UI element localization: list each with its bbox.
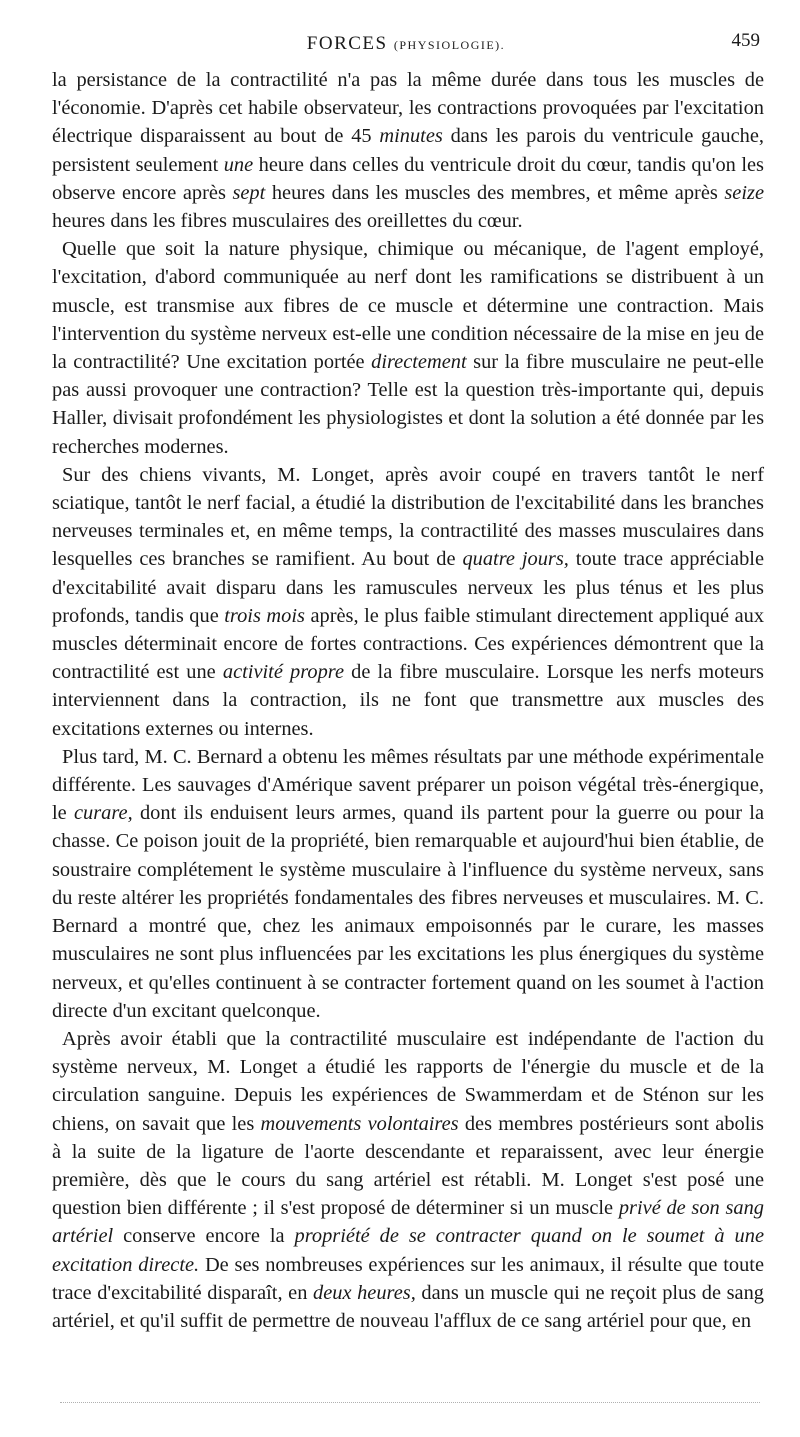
paragraph: Après avoir établi que la contractilité musculaire est indépendante de l'action du système nerveux, M. Longet a étudié les rapports de l'énergie du muscle et de la circulation sanguine. Depuis les expériences de Swammerdam et de Sténon sur les chiens, on savait que les mouvements volontaires des membres postérieurs sont abolis à la suite de la ligature de l'aorte descendante et reparaissent, avec leur énergie première, dès que le cours du sang artériel est rétabli. M. Longet s'est posé une question bien différente ; il s'est proposé de déterminer si un muscle privé de son sang artériel conserve encore la propriété de se contracter quand on le soumet à une excitation directe. De ses nombreuses expériences sur les animaux, il résulte que toute trace d'excitabilité disparaît, en deux heures, dans un muscle qui ne reçoit plus de sang artériel, et qu'il suffit de permettre de nouveau l'afflux de ce sang artériel pour que, en [52,1027,765,1332]
italic-run: trois mois [224,604,305,627]
italic-run: privé de son sang artériel [52,1197,764,1248]
italic-run: quatre jours, [462,548,569,571]
italic-run: seize [724,181,764,204]
italic-run: curare, [74,802,133,825]
running-head [52,30,760,63]
italic-run: sept [232,181,266,204]
running-title-main: FORCES [306,33,388,54]
body-text [52,66,764,1335]
italic-run: directement [371,351,467,374]
running-title [52,33,760,55]
italic-run: une [223,153,254,176]
italic-run: deux heures, [313,1281,416,1304]
paragraph: Quelle que soit la nature physique, chimique ou mécanique, de l'agent employé, l'excitation, d'abord communiquée au nerf dont les ramifications se distribuent à un muscle, est transmise aux fibres de ce muscle et détermine une contraction. Mais l'intervention du système nerveux est-elle une condition nécessaire de la mise en jeu de la contractilité? Une excitation portée directement sur la fibre musculaire ne peut-elle pas aussi provoquer une contraction? Telle est la question très-importante qui, depuis Haller, divisait profondément les physiologistes et dont la solution a été donnée par les recherches modernes. [52,238,764,458]
italic-run: mouvements volontaires [260,1112,459,1135]
paragraph: Sur des chiens vivants, M. Longet, après avoir coupé en travers tantôt le nerf sciatique, tantôt le nerf facial, a étudié la distribution de l'excitabilité dans les branches nerveuses terminales et, en même temps, la contractilité des masses musculaires dans lesquelles ces branches se ramifient. Au bout de quatre jours, toute trace appréciable d'excitabilité avait disparu dans les ramuscules nerveux les plus ténus et les plus profonds, tandis que trois mois après, le plus faible stimulant directement appliqué aux muscles déterminait encore de fortes contractions. Ces expériences démontrent que la contractilité est une activité propre de la fibre musculaire. Lorsque les nerfs moteurs interviennent dans la contraction, ils ne font que transmettre aux muscles des excitations externes ou internes. [52,463,765,740]
running-title-sub: (PHYSIOLOGIE). [393,38,506,52]
page-number: 459 [731,30,760,51]
footer-rule [60,1402,760,1403]
italic-run: activité propre [222,661,345,684]
italic-run: minutes [379,125,443,148]
paragraph: Plus tard, M. C. Bernard a obtenu les mêmes résultats par une méthode expérimentale différente. Les sauvages d'Amérique savent préparer un poison végétal très-énergique, le curare, dont ils enduisent leurs armes, quand ils partent pour la guerre ou pour la chasse. Ce poison jouit de la propriété, bien remarquable et aujourd'hui bien établie, de soustraire complétement le système musculaire à l'influence du système nerveux, sans du reste altérer les propriétés fondamentales des fibres nerveuses et musculaires. M. C. Bernard a montré que, chez les animaux empoisonnés par le curare, les masses musculaires ne sont plus influencées par les excitations les plus énergiques du système nerveux, et qu'elles continuent à se contracter fortement quand on les soumet à l'action directe d'un excitant quelconque. [52,745,764,1022]
italic-run: propriété de se contracter quand on le soumet à une excitation directe. [52,1225,764,1276]
paragraph: la persistance de la contractilité n'a pas la même durée dans tous les muscles de l'économie. D'après cet habile observateur, les contractions provoquées par l'excitation électrique disparaissent au bout de 45 minutes dans les parois du ventricule gauche, persistent seulement une heure dans celles du ventricule droit du cœur, tandis qu'on les observe encore après sept heures dans les muscles des membres, et même après seize heures dans les fibres musculaires des oreillettes du cœur. [52,69,764,233]
